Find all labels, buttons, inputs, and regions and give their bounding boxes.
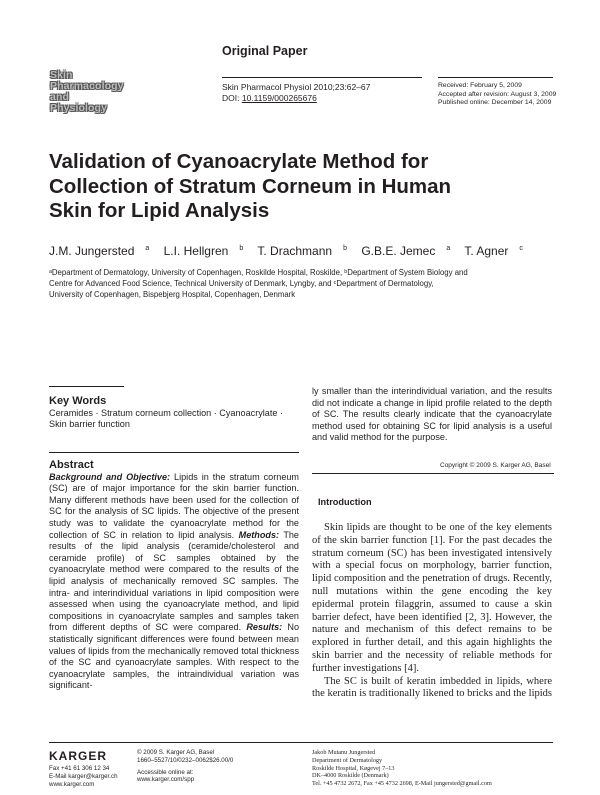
author: T. Drachmann $^b$	[257, 244, 347, 258]
email[interactable]: E-Mail karger@karger.ch	[49, 772, 118, 780]
journal-logo	[50, 70, 124, 114]
abstract-heading: Abstract	[49, 459, 94, 471]
abstract-body: Background and Objective: Lipids in the stratum corneum (SC) are of major importance for the skin barrier function. Many different methods have been used for the collection of SC for the analysis of SC lipids. The objective of the present study was to validate the cyanoacrylate method for the collection of SC in relation to lipid analysis. Methods: The results of the lipid analysis (ceramide/cholesterol and ceramide profile) of SC samples obtained by the cyanoacrylate method were compared to the results of the lipid analysis of mechanically removed SC samples. The intra- and interindividual variations in lipid composition were assessed when using the cyanoacrylate method, and lipid compositions in cyanoacrylate samples and samples taken from different depths of SC were compared. Results: No statistically significant differences were found between mean values of lipids from the mechanically removed total thickness of the SC and cyanoacrylate samples. With respect to the cyanoacrylate samples, the intraindividual variation was significant-	[49, 471, 300, 691]
publication-info	[137, 749, 233, 784]
publisher-contact	[49, 765, 118, 788]
intro-body	[312, 522, 552, 701]
logo-line: Skin	[50, 69, 73, 81]
abstract-rule	[49, 452, 299, 453]
published-date: Published online: December 14, 2009	[438, 99, 552, 107]
footer-copyright: © 2009 S. Karger AG, Basel	[137, 749, 215, 756]
abstract-copyright: Copyright © 2009 S. Karger AG, Basel	[440, 462, 551, 469]
accepted-date: Accepted after revision: August 3, 2009	[438, 90, 557, 98]
corr-name: Jakob Mutanu Jungersted	[312, 749, 376, 756]
author: G.B.E. Jemec $^a$	[361, 244, 451, 258]
corr-contact: Tel. +45 4732 2672, Fax +45 4732 2698, E-Mail jungersted@gmail.com	[312, 780, 492, 788]
doi-link[interactable]: 10.1159/000265676	[241, 93, 317, 103]
author: L.I. Hellgren $^b$	[163, 244, 244, 258]
keywords-section	[49, 396, 291, 431]
keywords-heading: Key Words	[49, 395, 107, 407]
citation: Skin Pharmacol Physiol 2010;23:62–67	[222, 82, 371, 92]
doi-line: DOI: 10.1159/000265676	[222, 93, 317, 103]
correspondence	[312, 749, 492, 788]
fax: Fax +41 61 306 12 34	[49, 765, 110, 772]
access-url[interactable]: www.karger.com/spp	[137, 776, 195, 784]
abstract-section	[49, 460, 299, 692]
website[interactable]: www.karger.com	[49, 780, 95, 788]
abstract-continued: ly smaller than the interindividual variation, and the results did not indicate a change in lipid profile related to the depth of SC. The results clearly indicate that the cyanoacrylate method used for obtaining SC for lipid analysis is a useful and valid method for the purpose.	[312, 386, 552, 443]
corr-address: Roskilde Hospital, Køgevej 7–13	[312, 764, 395, 772]
intro-heading: Introduction	[318, 497, 372, 507]
keywords-text: Ceramides · Stratum corneum collection · Cyanoacrylate · Skin barrier function	[49, 407, 283, 430]
header-rule-right	[438, 77, 553, 78]
citation-block	[222, 82, 370, 104]
header-rule	[222, 77, 422, 78]
article-title: Validation of Cyanoacrylate Method for Collection of Stratum Corneum in Human Skin for Lipid Analysis	[49, 150, 452, 222]
author: J.M. Jungersted $^a$	[49, 244, 150, 258]
paper-type: Original Paper	[222, 44, 308, 58]
intro-paragraph: Skin lipids are thought to be one of the key elements of the skin barrier function [1]. For the past decades the stratum corneum (SC) has been investigated intensively with a special focus on morphology, barrier function, lipid composition and the penetration of drugs. Recently, null mutations within the gene encoding the key epidermal protein filaggrin, assumed to cause a skin barrier defect, have been identified [2, 3]. However, the nature and mechanism of this defect remains to be explored in further detail, and this again highlights the skin barrier and the necessity of reliable methods for further investigations [4].	[312, 522, 552, 674]
corr-city: DK–4000 Roskilde (Denmark)	[312, 772, 389, 780]
keywords-rule	[49, 386, 124, 387]
dates-block	[438, 82, 556, 108]
corr-dept: Department of Dermatology	[312, 756, 383, 764]
publisher-logo: KARGER	[49, 749, 108, 763]
logo-line: and	[50, 91, 69, 103]
footer-rule	[49, 742, 553, 743]
author-list	[49, 244, 534, 258]
intro-rule	[312, 473, 554, 474]
access-label: Accessible online at:	[137, 768, 194, 776]
received-date: Received: February 5, 2009	[438, 82, 522, 89]
logo-line: Pharmacology	[50, 80, 124, 92]
intro-paragraph: The SC is built of keratin imbedded in lipids, where the keratin is traditionally likened to bricks and the lipids	[312, 675, 552, 700]
affiliations: ᵃDepartment of Dermatology, University of Copenhagen, Roskilde Hospital, Roskilde, ᵇDepartment of System Biology and Centre for Advanced Food Science, Technical University of Denmark, Lyngby, and ᶜDepartment of Dermatology, University of Copenhagen, Bispebjerg Hospital, Copenhagen, Denmark	[49, 268, 468, 299]
logo-line: Physiology	[50, 102, 108, 114]
author: T. Agner $^c$	[464, 244, 523, 258]
issn: 1660–5527/10/0232–0062$26.00/0	[137, 756, 234, 764]
